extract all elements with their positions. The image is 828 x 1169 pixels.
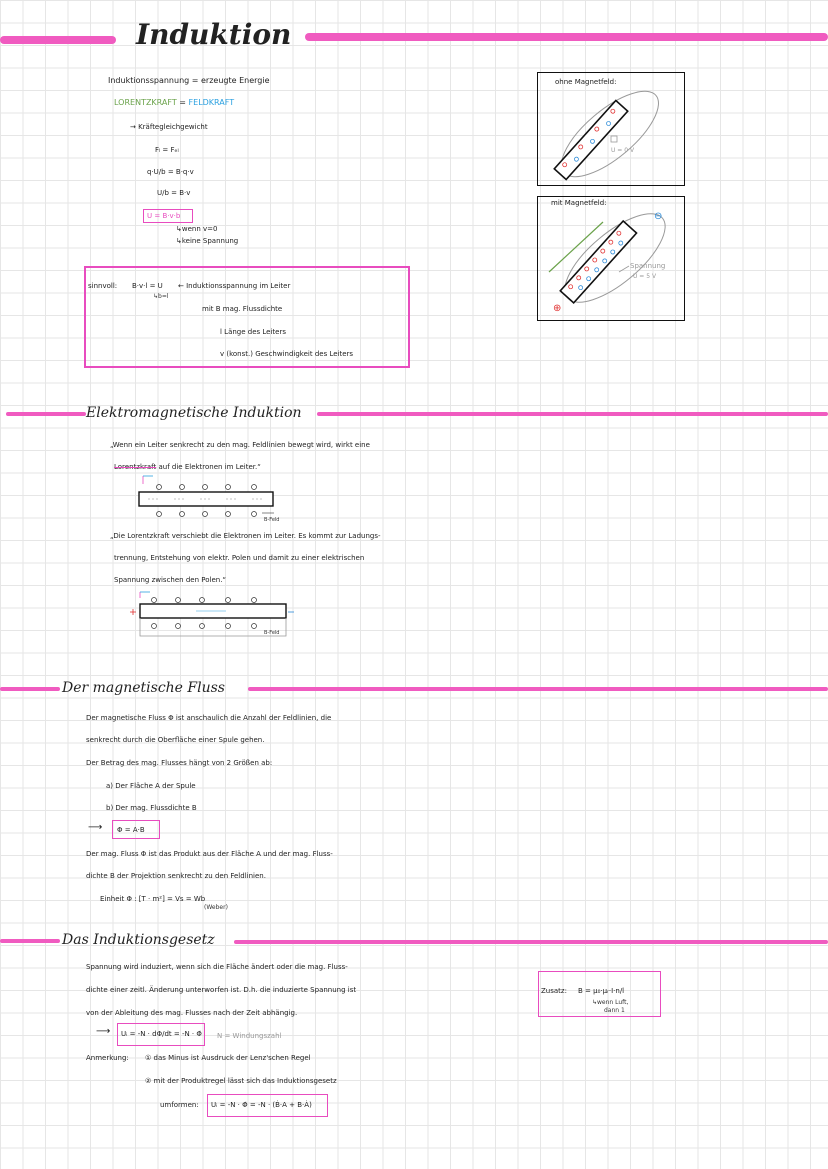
sec2-quote2-line3: Spannung zwischen den Polen.“ bbox=[114, 576, 227, 584]
fig1-meter bbox=[611, 136, 617, 142]
remark-1: ① das Minus ist Ausdruck der Lenz'schen Regel bbox=[145, 1054, 311, 1062]
feldkraft-label: FELDKRAFT bbox=[188, 98, 235, 107]
sec2-quote2-line2: trennung, Entstehung von elektr. Polen und damit zu einer elektrischen bbox=[114, 554, 365, 562]
side-note-label: Zusatz: bbox=[541, 987, 567, 995]
product-rule-formula: Uᵢ = -N · Φ̇ = -N · (Ḃ·A + B·Ȧ) bbox=[211, 1101, 312, 1109]
sec3-bar-right bbox=[248, 687, 828, 691]
sec1-note1: ↳wenn v=0 bbox=[176, 225, 218, 233]
box1-row1: mit B mag. Flussdichte bbox=[202, 305, 283, 313]
lorentzkraft-label: LORENTZKRAFT bbox=[114, 98, 177, 107]
winding-number-note: N = Windungszahl bbox=[217, 1032, 282, 1040]
sec3-p4: Der mag. Fluss Φ ist das Produkt aus der Fläche A und der mag. Fluss- bbox=[86, 850, 333, 858]
sec4-bar-left bbox=[0, 939, 60, 943]
sec4-arrow: ⟶ bbox=[96, 1026, 111, 1037]
side-note-line1: ↳wenn Luft, bbox=[592, 999, 629, 1006]
sec3-p3: Der Betrag des mag. Flusses hängt von 2 Größen ab: bbox=[86, 759, 273, 767]
box1-label: sinnvoll: bbox=[88, 282, 118, 290]
sec2-bar-left bbox=[6, 412, 86, 416]
sec2-quote1-line1: „Wenn ein Leiter senkrecht zu den mag. Feldlinien bewegt wird, wirkt eine bbox=[110, 441, 370, 449]
sec3-heading: Der magnetische Fluss bbox=[62, 680, 225, 696]
fig2-plus-pole: ⊕ bbox=[553, 303, 562, 314]
sec1-eq1: Fₗ = Fₑₗ bbox=[155, 146, 179, 154]
sec2-quote2-line1: „Die Lorentzkraft verschiebt die Elektronen im Leiter. Es kommt zur Ladungs- bbox=[110, 532, 381, 540]
flux-formula: Φ = A·B bbox=[117, 826, 145, 834]
fig2-caption: mit Magnetfeld: bbox=[551, 199, 607, 207]
title-bar-right bbox=[305, 33, 828, 41]
sec1-eq4: U = B·v·b bbox=[147, 212, 181, 220]
sec1-line1: Induktionsspannung = erzeugte Energie bbox=[108, 76, 270, 85]
sec1-eq2: q·U/b = B·q·v bbox=[147, 168, 194, 176]
box1-row3: v (konst.) Geschwindigkeit des Leiters bbox=[220, 350, 354, 358]
sec3-item-a: a) Der Fläche A der Spule bbox=[106, 782, 196, 790]
side-note-line2: dann 1 bbox=[604, 1007, 625, 1014]
remark-2: ② mit der Produktregel lässt sich das Induktionsgesetz bbox=[145, 1077, 337, 1085]
fig2-voltage-arrow bbox=[619, 266, 629, 272]
sec1-line3: → Kräftegleichgewicht bbox=[130, 123, 208, 131]
induction-law-formula: Uᵢ = -N · dΦ/dt = -N · Φ̇ bbox=[121, 1030, 202, 1038]
title-bar-left bbox=[0, 36, 116, 44]
box1-arrow-text: ← Induktionsspannung im Leiter bbox=[178, 282, 291, 290]
box1-sub: ↳b=l bbox=[153, 293, 169, 300]
remark-3: umformen: bbox=[160, 1101, 199, 1109]
fig1-drawing bbox=[537, 72, 683, 184]
side-note-formula: B = μ₀·μᵣ·I·n/l bbox=[578, 987, 625, 995]
sec3-item-b: b) Der mag. Flussdichte B bbox=[106, 804, 197, 812]
lorentzkraft-strikethrough: Lorentzkraft bbox=[114, 463, 157, 471]
bfield-label-1: B-Feld bbox=[264, 517, 280, 523]
bfield-label-2: B-Feld bbox=[264, 630, 280, 636]
sec2-quote1-rest: auf die Elektronen im Leiter.“ bbox=[156, 463, 261, 471]
sec2-quote1-line2 bbox=[114, 462, 261, 472]
sec3-p5: dichte B der Projektion senkrecht zu den Feldlinien. bbox=[86, 872, 266, 880]
sec3-arrow: ⟶ bbox=[88, 822, 103, 833]
box1-formula: B·v·l = U bbox=[132, 282, 163, 290]
sec3-p1: Der magnetische Fluss Φ ist anschaulich die Anzahl der Feldlinien, die bbox=[86, 714, 332, 722]
equals-sign: = bbox=[176, 98, 189, 107]
sec3-bar-left bbox=[0, 687, 60, 691]
sec4-p3: von der Ableitung des mag. Flusses nach der Zeit abhängig. bbox=[86, 1009, 298, 1017]
fig1-label: U = 0 V bbox=[611, 147, 635, 154]
fig2-minus-pole: ⊖ bbox=[654, 211, 663, 222]
sec1-note2: ↳keine Spannung bbox=[176, 237, 239, 245]
sec2-heading: Elektromagnetische Induktion bbox=[86, 405, 302, 421]
remark-label: Anmerkung: bbox=[86, 1054, 129, 1062]
sec1-eq3: U/b = B·v bbox=[157, 189, 191, 197]
sec1-line2 bbox=[114, 98, 234, 108]
sec3-p2: senkrecht durch die Oberfläche einer Spule gehen. bbox=[86, 736, 265, 744]
fig2-label2: U = 5 V bbox=[633, 273, 657, 280]
sec3-unit: Einheit Φ : [T · m²] = Vs = Wb bbox=[100, 895, 206, 903]
sec4-bar-right bbox=[234, 940, 828, 944]
sec2-bar-right bbox=[317, 412, 828, 416]
page-title: Induktion bbox=[136, 18, 292, 51]
sec4-p1: Spannung wird induziert, wenn sich die Fläche ändert oder die mag. Fluss- bbox=[86, 963, 348, 971]
sec4-heading: Das Induktionsgesetz bbox=[62, 932, 215, 948]
sec4-p2: dichte einer zeitl. Änderung unterworfen ist. D.h. die induzierte Spannung ist bbox=[86, 986, 357, 994]
sec3-unit-sub: (Weber) bbox=[204, 904, 228, 911]
fig2-label1: Spannung bbox=[630, 262, 666, 270]
fig2-conductor bbox=[560, 221, 636, 303]
fig1-caption: ohne Magnetfeld: bbox=[555, 78, 617, 86]
box1-row2: l Länge des Leiters bbox=[220, 328, 286, 336]
